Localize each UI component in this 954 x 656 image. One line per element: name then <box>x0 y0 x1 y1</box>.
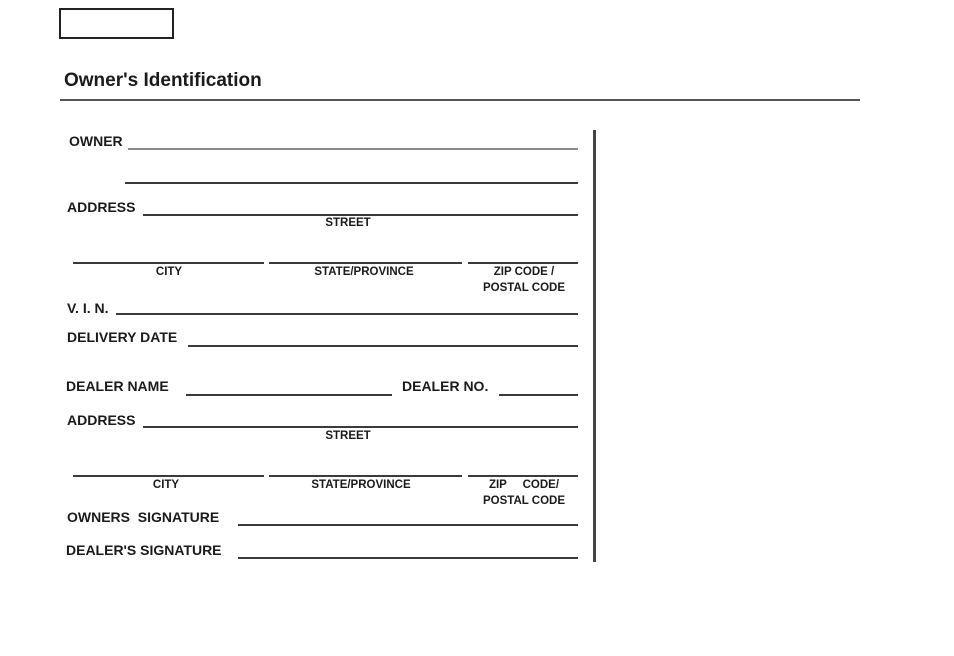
dealer-street-caption: STREET <box>325 430 371 442</box>
title-rule <box>60 99 860 101</box>
vertical-divider <box>593 130 596 562</box>
dealers-signature-field[interactable] <box>238 557 578 559</box>
vin-field[interactable] <box>116 313 578 315</box>
dealers-signature-label: DEALER'S SIGNATURE <box>66 542 222 558</box>
vin-label: V. I. N. <box>67 300 109 316</box>
dealer-zip-caption-2: POSTAL CODE <box>483 495 565 507</box>
owner-state-caption: STATE/PROVINCE <box>314 266 414 278</box>
owner-street-caption: STREET <box>325 217 371 229</box>
dealer-address-label: ADDRESS <box>67 412 136 428</box>
owner-city-caption: CITY <box>155 266 183 278</box>
dealer-no-label: DEALER NO. <box>402 378 489 394</box>
dealer-city-caption: CITY <box>152 479 180 491</box>
owner-zip-caption-2: POSTAL CODE <box>483 282 565 294</box>
owners-signature-label: OWNERS SIGNATURE <box>67 509 220 525</box>
dealer-name-label: DEALER NAME <box>66 378 169 394</box>
dealer-zip-caption-1: ZIP CODE/ <box>488 479 560 491</box>
top-empty-box <box>59 8 174 39</box>
owner-field-line2[interactable] <box>125 182 578 184</box>
dealer-state-caption: STATE/PROVINCE <box>311 479 411 491</box>
owner-address-label: ADDRESS <box>67 199 136 215</box>
owner-field[interactable] <box>128 148 578 150</box>
owner-label: OWNER <box>69 133 123 149</box>
dealer-name-field[interactable] <box>186 394 392 396</box>
owner-zip-caption-1: ZIP CODE / <box>493 266 555 278</box>
delivery-date-label: DELIVERY DATE <box>67 329 178 345</box>
owners-signature-field[interactable] <box>238 524 578 526</box>
form-title: Owner's Identification <box>64 70 262 91</box>
dealer-no-field[interactable] <box>499 394 578 396</box>
delivery-date-field[interactable] <box>188 345 578 347</box>
